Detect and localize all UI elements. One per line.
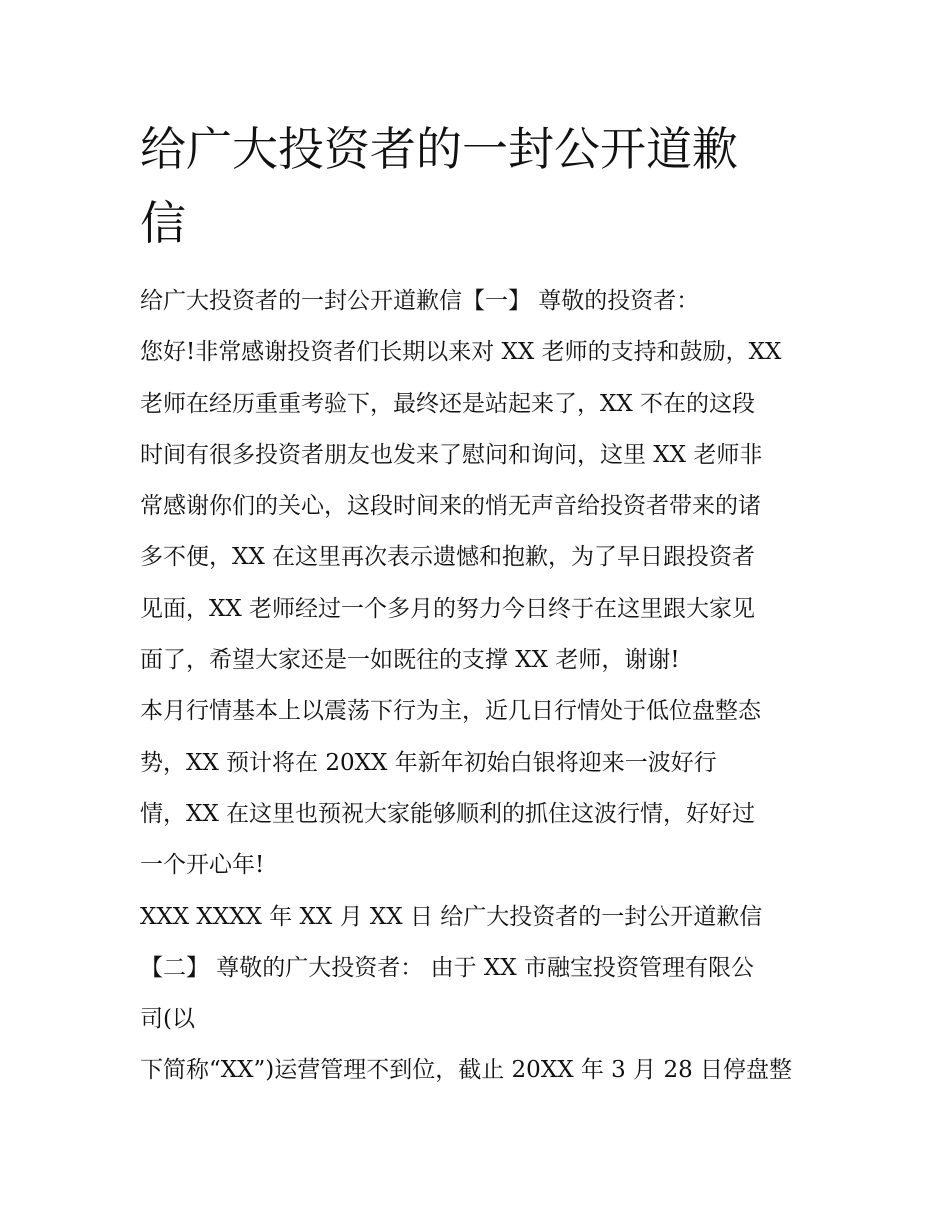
body-line: 下简称“XX”)运营管理不到位，截止 20XX 年 3 月 28 日停盘整 bbox=[140, 1057, 793, 1084]
body-line: 常感谢你们的关心，这段时间来的悄无声音给投资者带来的诸 bbox=[140, 493, 761, 520]
body-line: 您好!非常感谢投资者们长期以来对 XX 老师的支持和鼓励，XX bbox=[140, 339, 782, 366]
body-line: 一个开心年! bbox=[140, 852, 265, 879]
body-line: 时间有很多投资者朋友也发来了慰问和询问，这里 XX 老师非 bbox=[140, 441, 763, 468]
body-line: 【二】 尊敬的广大投资者： 由于 XX 市融宝投资管理有限公 bbox=[140, 954, 754, 981]
body-line: 多不便，XX 在这里再次表示遗憾和抱歉，为了早日跟投资者 bbox=[140, 544, 756, 571]
body-line: XXX XXXX 年 XX 月 XX 日 给广大投资者的一封公开道歉信 bbox=[140, 903, 763, 930]
body-line: 老师在经历重重考验下，最终还是站起来了，XX 不在的这段 bbox=[140, 390, 756, 417]
body-line: 司(以 bbox=[140, 1006, 195, 1033]
document-title bbox=[140, 112, 820, 260]
body-line: 给广大投资者的一封公开道歉信【一】 尊敬的投资者： bbox=[140, 288, 700, 314]
body-line: 见面，XX 老师经过一个多月的努力今日终于在这里跟大家见 bbox=[140, 595, 756, 622]
body-line: 面了，希望大家还是一如既往的支撑 XX 老师，谢谢! bbox=[140, 647, 680, 674]
body-line: 势，XX 预计将在 20XX 年新年初始白银将迎来一波好行 bbox=[140, 749, 717, 776]
document-body bbox=[140, 276, 830, 1097]
title-line: 给广大投资者的一封公开道歉 bbox=[140, 122, 738, 176]
title-line: 信 bbox=[140, 196, 186, 250]
body-line: 本月行情基本上以震荡下行为主，近几日行情处于低位盘整态 bbox=[140, 698, 761, 725]
body-line: 情，XX 在这里也预祝大家能够顺利的抓住这波行情，好好过 bbox=[140, 800, 756, 827]
